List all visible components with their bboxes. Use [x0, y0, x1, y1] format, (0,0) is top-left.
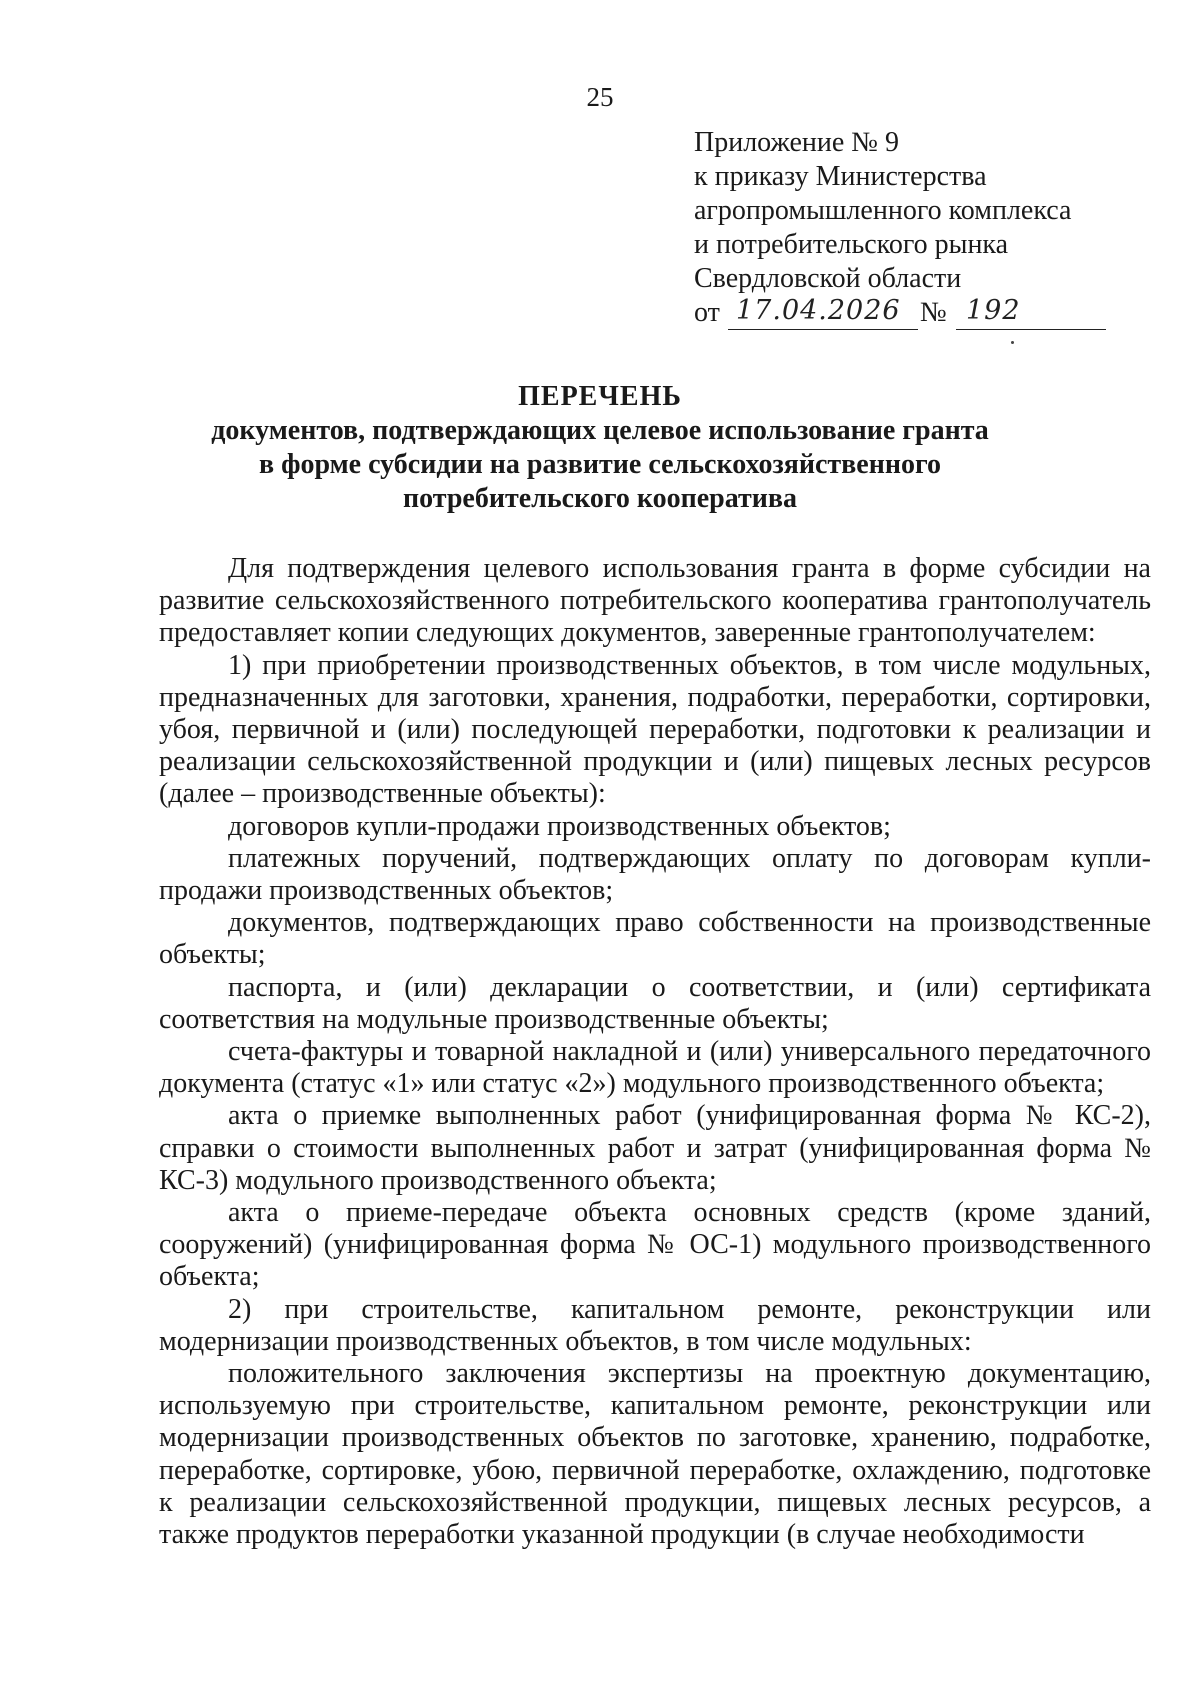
appendix-block: [694, 126, 1114, 332]
date-prefix: от: [694, 297, 720, 328]
handwritten-date: 17.04.2026: [736, 295, 901, 326]
title-main: ПЕРЕЧЕНЬ: [518, 381, 682, 412]
appendix-line: агропромышленного комплекса: [694, 195, 1072, 226]
order-date-number-line: [694, 296, 1114, 332]
paragraph: паспорта, и (или) декларации о соответствии, и (или) сертификата соответствия на модульные производственные объекты;: [159, 971, 1151, 1035]
paragraph: положительного заключения экспертизы на проектную документацию, используемую при строительстве, капитальном ремонте, реконструкции или модернизации производственных объектов по заготовке, хранению, подработке, переработке, сортировке, убою, первичной переработке, охлаждению, подготовке к реализации сельскохозяйственной продукции, пищевых лесных ресурсов, а также продуктов переработки указанной продукции (в случае необходимости: [159, 1358, 1151, 1551]
document-body: [159, 553, 1151, 1551]
page-number: 25: [586, 82, 614, 112]
scan-dot: [1011, 341, 1014, 344]
number-prefix: №: [920, 297, 947, 328]
paragraph: 1) при приобретении производственных объектов, в том числе модульных, предназначенных для заготовки, хранения, подработки, переработки, сортировки, убоя, первичной и (или) последующей переработки, подготовки к реализации и реализации сельскохозяйственной продукции и (или) пищевых лесных ресурсов (далее – производственные объекты):: [159, 649, 1151, 810]
title-line: в форме субсидии на развитие сельскохозяйственного: [258, 449, 942, 480]
date-underline: [728, 329, 918, 330]
number-underline: [956, 329, 1106, 330]
paragraph: акта о приеме-передаче объекта основных средств (кроме зданий, сооружений) (унифицированная форма № ОС-1) модульного производственного объекта;: [159, 1197, 1151, 1293]
paragraph: платежных поручений, подтверждающих оплату по договорам купли-продажи производственных объектов;: [159, 842, 1151, 907]
paragraph: документов, подтверждающих право собственности на производственные объекты;: [159, 907, 1151, 971]
document-title: [0, 380, 1200, 516]
paragraph: 2) при строительстве, капитальном ремонте, реконструкции или модернизации производственных объектов, в том числе модульных:: [159, 1293, 1151, 1357]
handwritten-number: 192: [966, 295, 1021, 326]
appendix-line: и потребительского рынка: [694, 229, 1009, 260]
title-line: потребительского кооператива: [402, 483, 798, 514]
paragraph: акта о приемке выполненных работ (унифицированная форма № КС-2), справки о стоимости выполненных работ и затрат (унифицированная форма № КС-3) модульного производственного объекта;: [159, 1100, 1151, 1196]
paragraph: Для подтверждения целевого использования гранта в форме субсидии на развитие сельскохозяйственного потребительского кооператива грантополучатель предоставляет копии следующих документов, заверенные грантополучателем:: [159, 553, 1151, 649]
appendix-line: Свердловской области: [694, 263, 962, 294]
title-line: документов, подтверждающих целевое использование гранта: [211, 415, 989, 446]
appendix-line: к приказу Министерства: [694, 161, 987, 192]
appendix-line: Приложение № 9: [694, 127, 899, 158]
paragraph: счета-фактуры и товарной накладной и (или) универсального передаточного документа (статус «1» или статус «2») модульного производственного объекта;: [159, 1036, 1151, 1100]
paragraph: договоров купли-продажи производственных объектов;: [228, 810, 891, 842]
